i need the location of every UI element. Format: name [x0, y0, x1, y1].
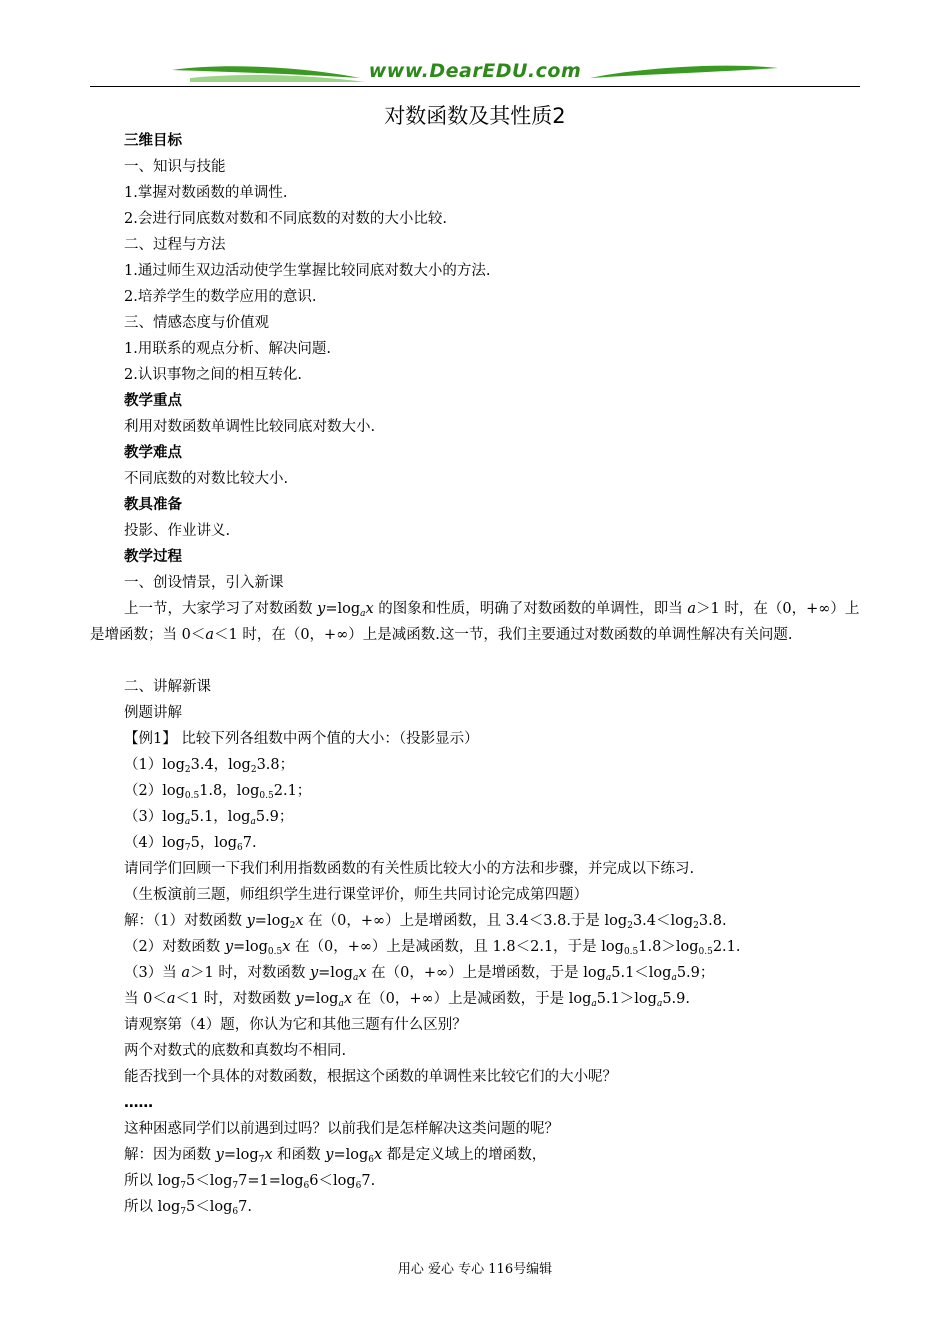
exercise-1: $(1)\log_23.4$，$\log_23.8$；: [124, 757, 295, 775]
solution-4b: 所以 $\log_75<\log_77=1=\log_66<\log_67$.: [124, 1173, 376, 1191]
text-line: 1.用联系的观点分析、解决问题.: [124, 341, 331, 357]
ellipsis: ……: [124, 1095, 153, 1111]
text-line: 三、情感态度与价值观: [124, 315, 269, 331]
text-line: 利用对数函数单调性比较同底对数大小.: [124, 419, 376, 435]
text-line: 2.认识事物之间的相互转化.: [124, 367, 302, 383]
solution-3a: （3）当 a＞1 时，对数函数 $y=\log_ax$ 在（0，+∞）上是增函数，于是 $\log_a5.1<\log_a5.9$；: [124, 965, 715, 983]
text-line: 请观察第（4）题，你认为它和其他三题有什么区别？: [124, 1017, 467, 1033]
text-line: 请同学们回顾一下我们利用指数函数的有关性质比较大小的方法和步骤，并完成以下练习.: [124, 861, 695, 877]
intro-paragraph: 上一节，大家学习了对数函数 $y=\log_ax$ 的图象和性质，明确了对数函数的单调性，即当 a＞1 时，在（0，+∞）上是增函数；当 0＜a＜1 时，在（0，+∞）上是减函数.这一节，我们主要通过对数函数的单调性解决有关问题.: [90, 601, 860, 643]
example-1: [124, 726, 864, 752]
heading-materials: 教具准备: [124, 497, 182, 513]
solution-4c: 所以 $\log_75<\log_67$.: [124, 1199, 252, 1217]
site-url: www.DearEDU.com: [368, 60, 582, 82]
page-footer: 用心 爱心 专心 116号编辑: [397, 1262, 553, 1277]
text-line: 二、过程与方法: [124, 237, 226, 253]
spacer: [124, 648, 864, 674]
text-line: 一、创设情景，引入新课: [124, 575, 284, 591]
text-line: 2.会进行同底数对数和不同底数的对数的大小比较.: [124, 211, 447, 227]
text-line: 二、讲解新课: [124, 679, 211, 695]
solution-4a: 解：因为函数 $y=\log_7x$ 和函数 $y=\log_6x$ 都是定义域上的增函数，: [124, 1147, 547, 1165]
text-line: 这种困惑同学们以前遇到过吗？以前我们是怎样解决这类问题的呢？: [124, 1121, 559, 1137]
example-label: 【例1】: [124, 731, 177, 747]
text-line: 两个对数式的底数和真数均不相同.: [124, 1043, 347, 1059]
text-line: 不同底数的对数比较大小.: [124, 471, 289, 487]
text-line: 1.掌握对数函数的单调性.: [124, 185, 288, 201]
text-line: 一、知识与技能: [124, 159, 226, 175]
heading-process: 教学过程: [124, 549, 182, 565]
heading-goals: 三维目标: [124, 133, 182, 149]
solution-1: 解：（1）对数函数 $y=\log_2x$ 在（0，+∞）上是增函数，且 3.4＜3.8.于是 $\log_23.4<\log_23.8$.: [124, 913, 727, 931]
text-line: 投影、作业讲义.: [124, 523, 231, 539]
text-line: 2.培养学生的数学应用的意识.: [124, 289, 317, 305]
exercise-2: $(2)\log_{0.5}1.8$，$\log_{0.5}2.1$；: [124, 783, 312, 801]
solution-3b: 当 0＜a＜1 时，对数函数 $y=\log_ax$ 在（0，+∞）上是减函数，于是 $\log_a5.1>\log_a5.9$.: [124, 991, 690, 1009]
exercise-4: $(4)\log_75$，$\log_67$.: [124, 835, 257, 853]
example-text: 比较下列各组数中两个值的大小：（投影显示）: [181, 731, 479, 747]
text-line: 1.通过师生双边活动使学生掌握比较同底对数大小的方法.: [124, 263, 491, 279]
heading-key-points: 教学重点: [124, 393, 182, 409]
solution-2: （2）对数函数 $y=\log_{0.5}x$ 在（0，+∞）上是减函数，且 1.8＜2.1，于是 $\log_{0.5}1.8>\log_{0.5}2.1$.: [124, 939, 741, 957]
document-body: [90, 128, 864, 1220]
text-line: （生板演前三题，师组织学生进行课堂评价，师生共同讨论完成第四题）: [124, 887, 588, 903]
header-rule: [90, 86, 860, 87]
text-line: 能否找到一个具体的对数函数，根据这个函数的单调性来比较它们的大小呢？: [124, 1069, 617, 1085]
text-line: 例题讲解: [124, 705, 182, 721]
exercise-3: $(3)\log_a5.1$，$\log_a5.9$；: [124, 809, 294, 827]
heading-difficulties: 教学难点: [124, 445, 182, 461]
page-title: 对数函数及其性质2: [384, 104, 566, 128]
